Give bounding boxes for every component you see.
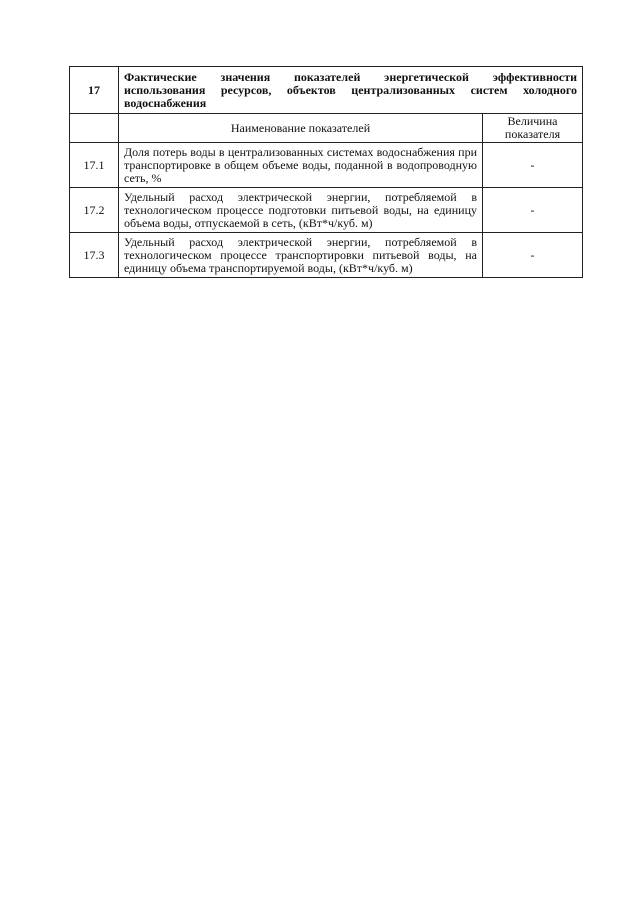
- row-indicator-value: -: [483, 143, 583, 188]
- row-indicator-name: Удельный расход электрической энергии, потребляемой в технологическом процессе подготовки питьевой воды, на единицу объема воды, отпускаемой в сеть, (кВт*ч/куб. м): [119, 188, 483, 233]
- section-number: 17: [70, 67, 119, 114]
- table-row: [70, 233, 583, 278]
- section-title: Фактические значения показателей энергетической эффективности использования ресурсов, объектов централизованных систем холодного водоснабжения: [119, 67, 583, 114]
- row-number: 17.3: [70, 233, 119, 278]
- row-indicator-name: Доля потерь воды в централизованных системах водоснабжения при транспортировке в общем объеме воды, поданной в водопроводную сеть, %: [119, 143, 483, 188]
- row-indicator-name: Удельный расход электрической энергии, потребляемой в технологическом процессе транспортировки питьевой воды, на единицу объема транспортируемой воды, (кВт*ч/куб. м): [119, 233, 483, 278]
- table-row: [70, 188, 583, 233]
- row-number: 17.1: [70, 143, 119, 188]
- row-indicator-value: -: [483, 233, 583, 278]
- indicators-table: [69, 66, 583, 278]
- row-indicator-value: -: [483, 188, 583, 233]
- table-row: [70, 143, 583, 188]
- section-row: [70, 67, 583, 114]
- header-value-cell: Величина показателя: [483, 114, 583, 143]
- table-header-row: [70, 114, 583, 143]
- header-number-cell: [70, 114, 119, 143]
- row-number: 17.2: [70, 188, 119, 233]
- header-name-cell: Наименование показателей: [119, 114, 483, 143]
